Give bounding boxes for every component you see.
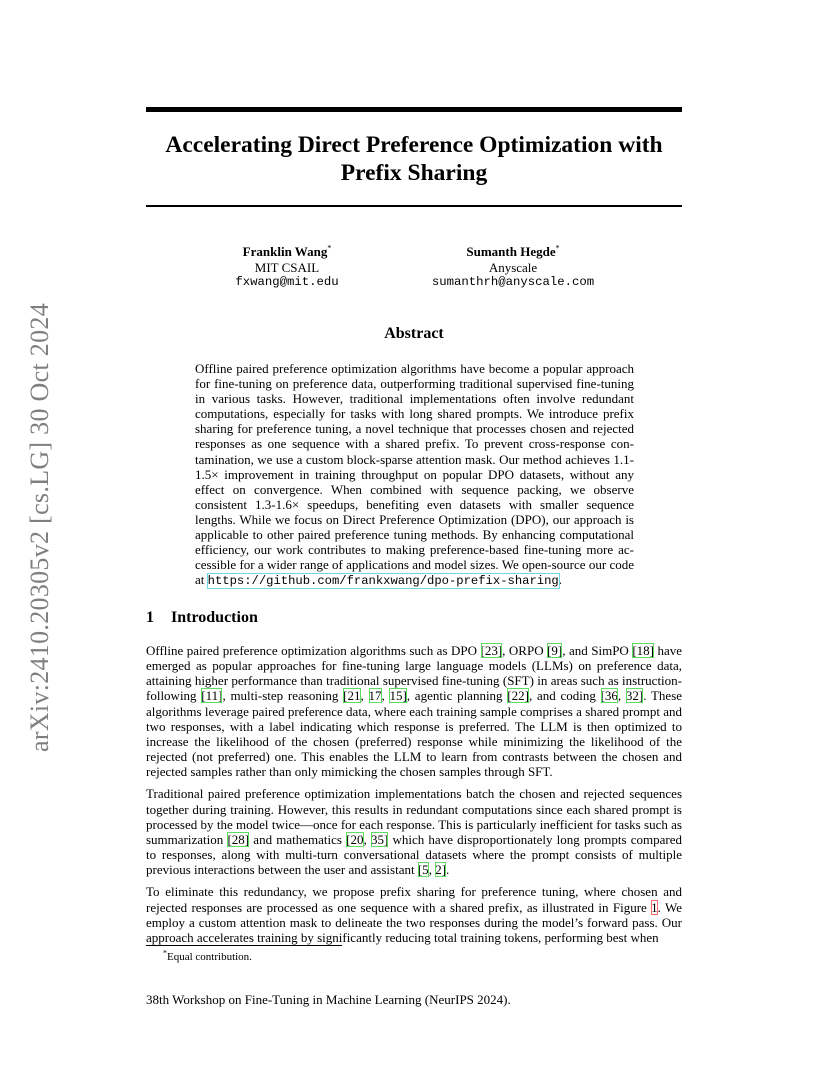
- citation-link[interactable]: [21: [343, 688, 361, 704]
- author-mark: *: [327, 243, 332, 253]
- paragraph: [146, 643, 682, 779]
- section-heading: [146, 609, 258, 627]
- author-mark: *: [555, 243, 560, 253]
- author-block-2: [383, 244, 643, 291]
- author-affiliation: MIT CSAIL: [254, 259, 320, 275]
- citation-link[interactable]: [28]: [227, 831, 250, 847]
- text: have emerged as popular approaches for fine-tuning large language models (LLMs) on preference data, attaining higher performance than traditional supervised fine-tuning (SFT) in areas such as instruction-following: [146, 643, 683, 704]
- paragraph: [146, 884, 682, 945]
- paper-title: [146, 131, 682, 187]
- citation-link[interactable]: [11]: [201, 688, 223, 704]
- title-line-1: Accelerating Direct Preference Optimization with: [165, 132, 663, 158]
- author-name: Sumanth Hegde: [466, 244, 556, 259]
- abstract-body: [195, 361, 634, 589]
- text: To eliminate this redundancy, we propose prefix sharing for preference tuning, where chosen and rejected responses are processed as one sequence with a shared prefix, as illustrated in Figure: [146, 884, 682, 915]
- text: . We employ a custom attention mask to delineate the two responses during the model’s forward pass. Our approach accelerates training by significantly reducing total training tokens, performing best when: [146, 899, 682, 945]
- author-name: Franklin Wang: [242, 244, 328, 259]
- text: ,: [617, 688, 626, 704]
- figure-link[interactable]: 1: [651, 899, 658, 915]
- code-link[interactable]: https://github.com/frankxwang/dpo-prefix-sharing: [207, 574, 559, 589]
- text: . These algorithms leverage paired preference data, where each training sample comprises a shared prompt and two responses, with a label indicating which response is preferred. The LLM is then optimized to increase the likelihood of the chosen (preferred) response while minimizing the likelihood of the rejected (not preferred) one. This enables the LLM to learn from contrasts between the chosen and rejected samples rather than only mimicking the chosen samples through SFT.: [146, 688, 683, 780]
- arxiv-identifier: arXiv:2410.20305v2 [cs.LG] 30 Oct 2024: [25, 303, 54, 752]
- title-bottom-rule: [146, 205, 682, 207]
- footnote: [163, 948, 252, 963]
- footnote-rule: [146, 945, 342, 946]
- text: ,: [381, 688, 390, 704]
- section-title: Introduction: [171, 609, 258, 626]
- paragraph: [146, 786, 682, 877]
- citation-link[interactable]: [20: [346, 831, 364, 847]
- citation-link[interactable]: [18]: [632, 643, 654, 658]
- text: , agentic planning: [406, 688, 508, 704]
- author-email[interactable]: fxwang@mit.edu: [235, 275, 339, 289]
- author-block-1: [157, 244, 417, 291]
- citation-link[interactable]: [5: [417, 862, 429, 878]
- footnote-mark: *: [163, 948, 167, 958]
- section-number: 1: [146, 609, 154, 626]
- citation-link[interactable]: [23]: [480, 643, 503, 658]
- citation-link[interactable]: 32]: [625, 688, 644, 704]
- text: , multi-step reasoning: [222, 688, 344, 704]
- introduction-body: [146, 643, 682, 952]
- title-line-2: Prefix Sharing: [340, 160, 488, 186]
- text: ,: [360, 688, 369, 704]
- text: , and coding: [528, 688, 601, 704]
- citation-link[interactable]: 2]: [435, 862, 447, 878]
- text: which have disproportionately long prompts compared to responses, along with multi-turn conversational datasets where the prompt consists of multiple previous interactions between the user and assistant: [146, 831, 682, 878]
- citation-link[interactable]: [22]: [507, 688, 529, 704]
- citation-link[interactable]: 35]: [370, 831, 389, 847]
- text: , and SimPO: [562, 643, 633, 658]
- citation-link[interactable]: [36: [600, 688, 618, 704]
- text: Traditional paired preference optimization implementations batch the chosen and rejected sequences together during training. However, this results in redundant computations since each shared prompt is processed by the model twice—once for each response. This is particularly inefficient for tasks such as summarization: [146, 786, 682, 847]
- text: ,: [428, 862, 436, 878]
- title-top-rule: [146, 107, 682, 112]
- text: ,: [363, 831, 371, 847]
- text: and mathematics: [249, 831, 347, 847]
- citation-link[interactable]: [9]: [547, 643, 563, 658]
- footnote-text: Equal contribution.: [167, 951, 252, 963]
- author-email[interactable]: sumanthrh@anyscale.com: [431, 275, 595, 289]
- citation-link[interactable]: 17: [368, 688, 382, 704]
- abstract-heading: Abstract: [384, 325, 444, 342]
- venue-footer: 38th Workshop on Fine-Tuning in Machine Learning (NeurIPS 2024).: [146, 992, 511, 1007]
- abstract-text: Offline paired preference optimization algorithms have become a popular approach for fine-tuning on preference data, outperforming traditional supervised fine-tuning in various tasks. However, traditional implementations often involve redundant computations, especially for tasks with long shared prompts. We introduce prefix sharing for preference tuning, a novel technique that processes chosen and rejected responses as one sequence with a shared prefix. To prevent cross-response contamination, we use a custom block-sparse attention mask. Our method achieves 1.1-1.5× improvement in training throughput on popular DPO datasets, without any effect on convergence. When combined with sequence packing, we observe consistent 1.3-1.6× speedups, benefiting even datasets with smaller sequence lengths. While we focus on Direct Preference Optimization (DPO), our approach is applicable to other paired preference tuning methods. By enhancing computational efficiency, our work contributes to making preference-based fine-tuning more accessible for a wider range of applications and model sizes. We open-source our code at: [195, 361, 634, 588]
- text: Offline paired preference optimization algorithms such as DPO: [146, 643, 481, 658]
- text: .: [446, 862, 450, 878]
- author-affiliation: Anyscale: [488, 259, 538, 275]
- citation-link[interactable]: 15]: [389, 688, 407, 704]
- text: , ORPO: [502, 643, 548, 658]
- abstract-end: .: [558, 572, 562, 588]
